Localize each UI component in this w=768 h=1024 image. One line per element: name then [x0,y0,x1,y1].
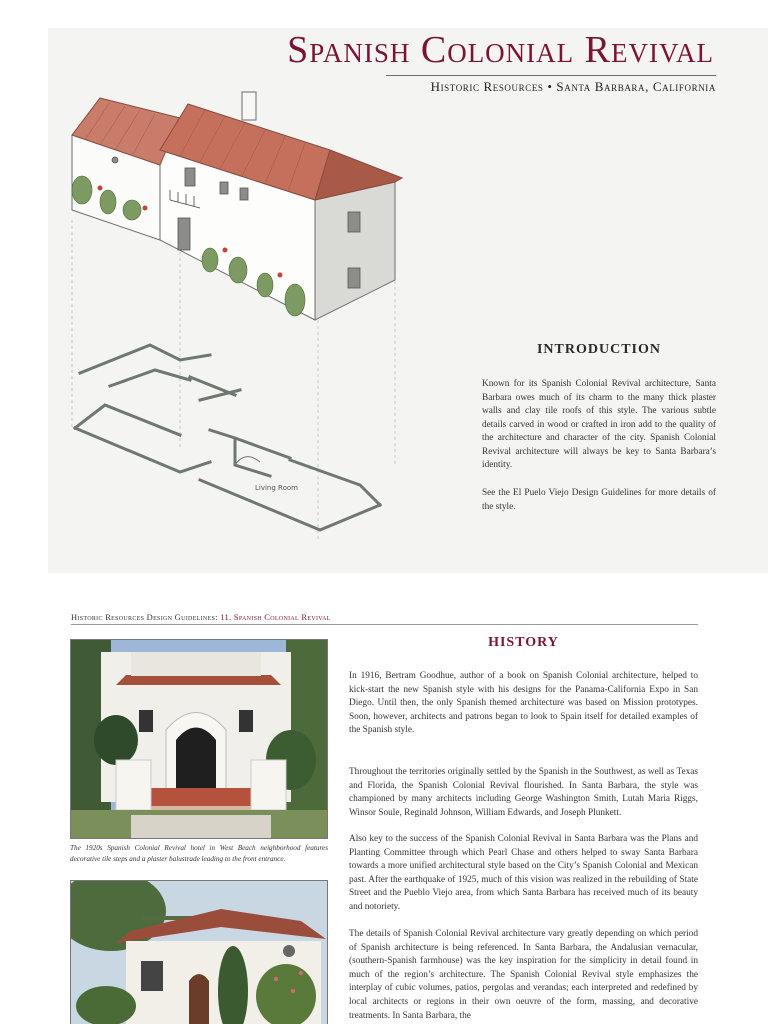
photo-caption: The 1920s Spanish Colonial Revival hotel in West Beach neighborhood features decorative tile steps and a plaster balustrade leading to the front entrance. [70,844,328,863]
plan-room-label: Living Room [255,484,298,492]
residence-photo [70,880,328,1024]
hotel-entrance-photo [70,639,328,839]
running-header-section: 11. Spanish Colonial Revival [220,612,331,622]
introduction-paragraph: See the El Puelo Viejo Design Guidelines for more details of the style. [482,488,716,512]
running-header [71,612,331,622]
history-paragraph: Also key to the success of the Spanish Colonial Revival in Santa Barbara was the Plans and Planting Committee through which Pearl Chase and others helped to sway Santa Barbara towards a more unified architectural style based on the City’s Spanish Colonial and Mexican past. After the earthquake of 1925, much of this vision was realized in the rebuilding of State Street and the Pueblo Viejo area, from which Santa Barbara has received much of its beauty and notoriety. [349,834,698,912]
running-header-divider [71,624,698,625]
axonometric-house-sketch [60,90,410,560]
document-title: Spanish Colonial Revival [287,29,714,71]
introduction-heading: INTRODUCTION [536,342,661,357]
document-subtitle: Historic Resources • Santa Barbara, California [430,79,716,94]
title-divider [386,75,716,76]
history-paragraph: Throughout the territories originally settled by the Spanish in the Southwest, as well as Texas and Florida, the Spanish Colonial Revival flourished. In Santa Barbara, the style was championed by many architects including George Washington Smith, Lutah Maria Riggs, Winsor Soule, Reginald Johnson, William Edwards, and Joseph Plunkett. [349,767,698,818]
history-paragraph: In 1916, Bertram Goodhue, author of a book on Spanish Colonial architecture, helped to kick-start the new Spanish style with his designs for the Panama-California Expo in San Diego. Until then, the only Spanish themed architecture was based on Mission prototypes. Soon, however, architects and patrons began to look to Spain itself for detailed examples of the Spanish style. [349,671,698,736]
history-paragraph: The details of Spanish Colonial Revival architecture vary greatly depending on which period of Spanish architecture is being referenced. In Santa Barbara, the Andalusian vernacular, (southern-Spanish farmhouse) was the key inspiration for the simplicity in detail found in much of the region’s architecture. The Spanish Colonial Revival style emphasizes the interplay of cubic volumes, patios, pergolas and verandas; each interpreted and redefined by local architects or regions in their own oeuvre of the form, massing, and decorative treatments. In Santa Barbara, the [349,929,698,1021]
running-header-prefix: Historic Resources Design Guidelines: [71,612,218,622]
history-heading: HISTORY [488,635,559,650]
introduction-paragraph: Known for its Spanish Colonial Revival architecture, Santa Barbara owes much of its charm to the many thick plaster walls and clay tile roofs of this style. The various subtle details carved in wood or crafted in iron add to the quality of the architecture and character of the city. Spanish Colonial Revival architecture will always be key to Santa Barbara’s identity. [482,379,716,470]
